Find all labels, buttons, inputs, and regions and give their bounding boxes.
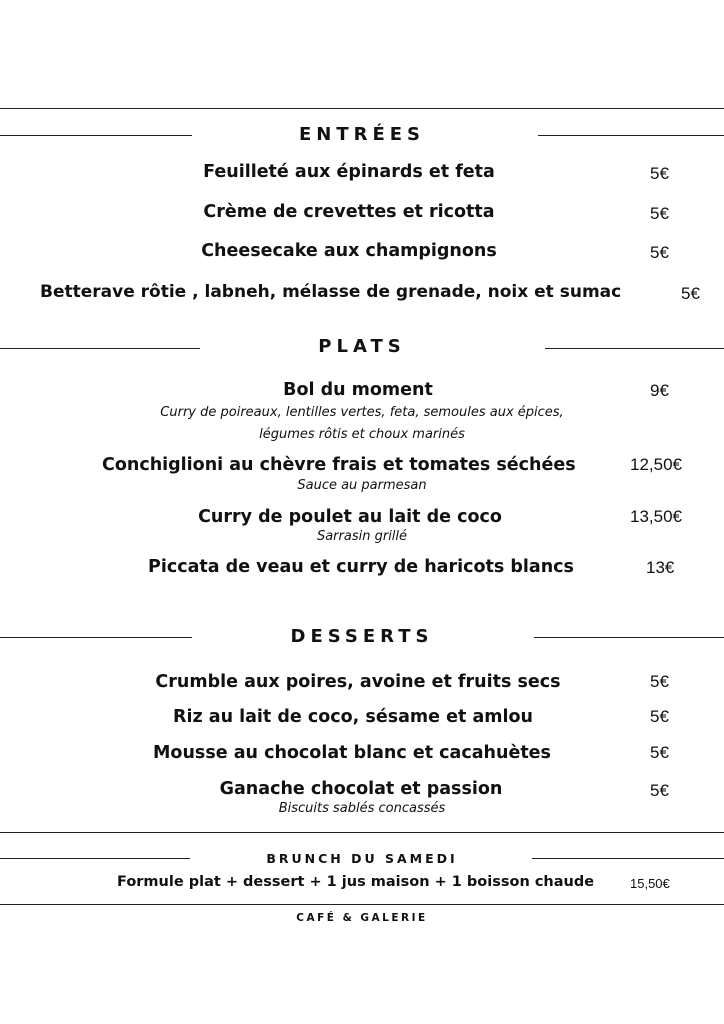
section-heading-brunch: BRUNCH DU SAMEDI [266,851,458,866]
menu-item-name: Mousse au chocolat blanc et cacahuètes [153,743,551,763]
menu-item-name: Ganache chocolat et passion [219,779,503,799]
menu-item-price: 9€ [650,381,669,400]
menu-item-name: Crème de crevettes et ricotta [203,202,495,222]
menu-item-description: Sarrasin grillé [316,529,408,544]
menu-item-price: 13€ [646,558,675,577]
section-heading-desserts: DESSERTS [290,626,434,647]
menu-item-price: 5€ [650,707,669,726]
menu-item-price: 13,50€ [630,507,682,526]
menu-item-price: 12,50€ [630,455,682,474]
menu-item-description: Curry de poireaux, lentilles vertes, feta, semoules aux épices, [160,405,564,420]
footer-label: CAFÉ & GALERIE [296,912,428,924]
menu-item-price: 5€ [650,204,669,223]
menu-item-price: 5€ [650,672,669,691]
section-heading-plats: PLATS [318,336,406,357]
menu-item-name: Feuilleté aux épinards et feta [203,162,495,182]
menu-item-price: 5€ [650,781,669,800]
brunch-bottom-divider [0,904,724,905]
menu-item-description: Biscuits sablés concassés [278,801,446,816]
menu-item-name: Bol du moment [283,380,433,400]
menu-item-price: 5€ [681,284,700,303]
top-divider [0,108,724,109]
menu-item-name: Betterave rôtie , labneh, mélasse de grenade, noix et sumac [40,282,622,302]
menu-item-name: Crumble aux poires, avoine et fruits secs [155,672,561,692]
menu-item-name: Riz au lait de coco, sésame et amlou [173,707,533,727]
brunch-formula: Formule plat + dessert + 1 jus maison + 1 boisson chaude [117,874,595,890]
menu-item-description: légumes rôtis et choux marinés [259,427,465,442]
menu-item-name: Curry de poulet au lait de coco [198,507,502,527]
brunch-price: 15,50€ [630,876,670,891]
menu-item-price: 5€ [650,743,669,762]
menu-item-price: 5€ [650,243,669,262]
menu-item-name: Piccata de veau et curry de haricots blancs [148,557,574,577]
menu-item-name: Conchiglioni au chèvre frais et tomates séchées [102,455,576,475]
menu-item-price: 5€ [650,164,669,183]
section-heading-entrees: ENTRÉES [298,124,426,145]
brunch-top-divider [0,832,724,833]
menu-item-name: Cheesecake aux champignons [201,241,497,261]
menu-item-description: Sauce au parmesan [297,478,427,493]
